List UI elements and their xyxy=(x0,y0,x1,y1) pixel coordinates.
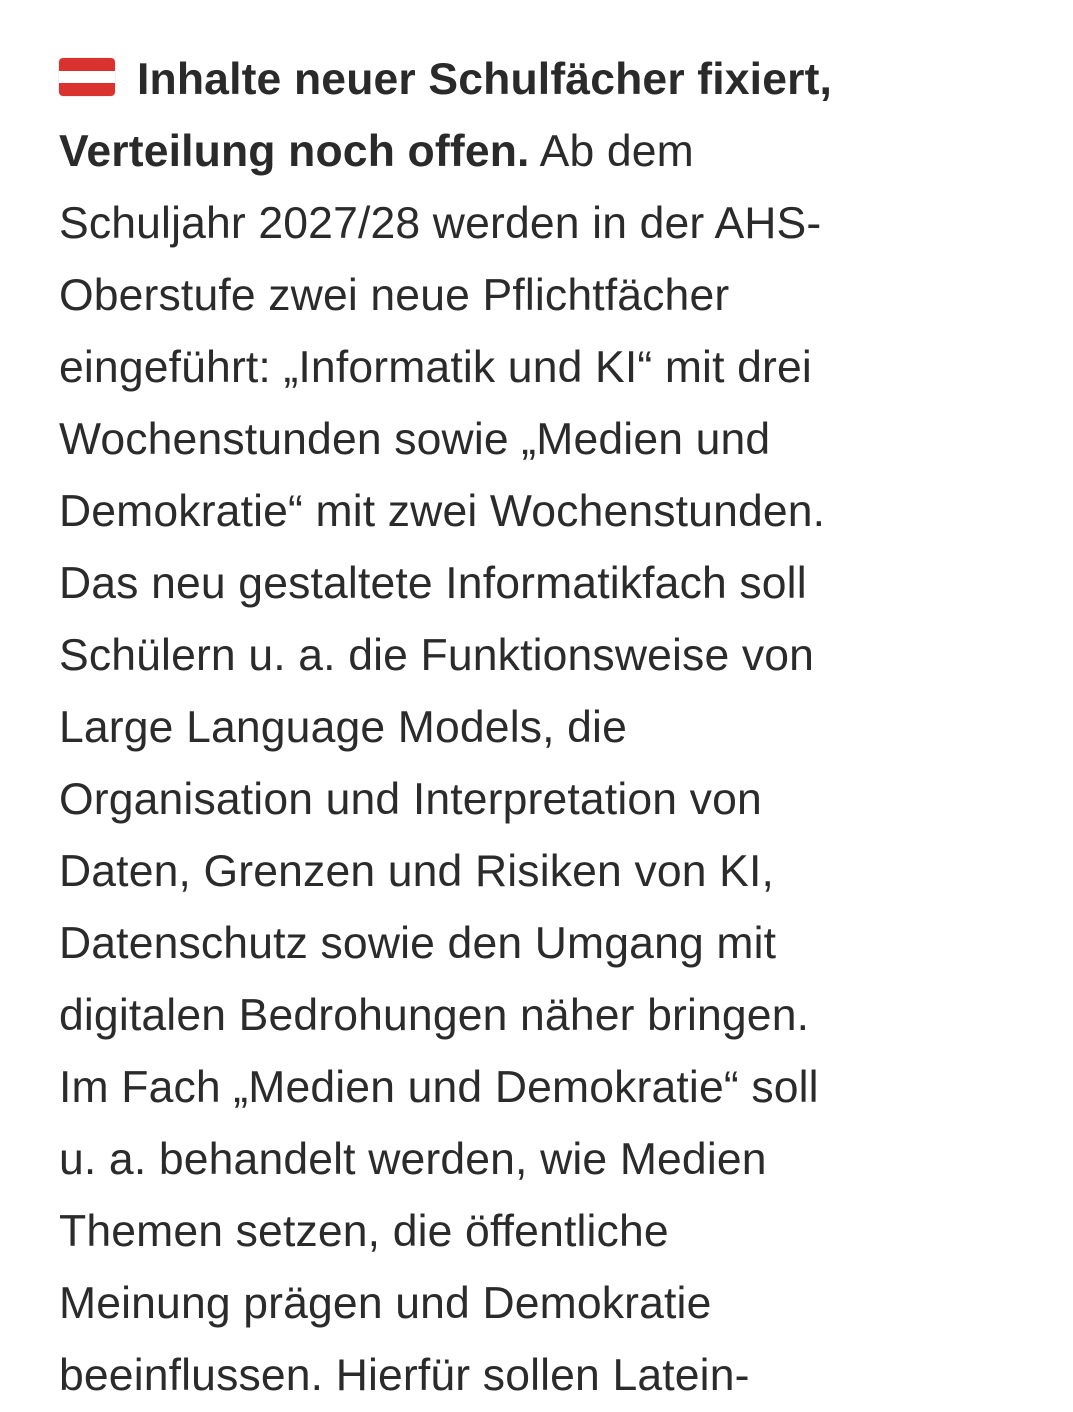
flag-stripe-bottom xyxy=(59,83,115,96)
body-line: Datenschutz sowie den Umgang mit xyxy=(59,919,777,968)
headline-text-1: Inhalte neuer Schulfächer fixiert, xyxy=(137,55,833,104)
body-line: Large Language Models, die xyxy=(59,703,627,752)
body-line: Wochenstunden sowie „Medien und xyxy=(59,415,771,464)
body-line: Demokratie“ mit zwei Wochenstunden. xyxy=(59,487,826,536)
body-line: Daten, Grenzen und Risiken von KI, xyxy=(59,847,775,896)
body-lead-in: Ab dem xyxy=(529,127,694,176)
flag-stripe-top xyxy=(59,58,115,71)
body-line: beeinflussen. Hierfür sollen Latein- xyxy=(59,1351,750,1400)
body-line: Meinung prägen und Demokratie xyxy=(59,1279,712,1328)
news-article xyxy=(59,44,1019,1412)
headline-line-1 xyxy=(59,44,1019,116)
body-line: Schülern u. a. die Funktionsweise von xyxy=(59,631,815,680)
body-line: Im Fach „Medien und Demokratie“ soll xyxy=(59,1063,819,1112)
body-line: Oberstufe zwei neue Pflichtfächer xyxy=(59,271,730,320)
body-line: Das neu gestaltete Informatikfach soll xyxy=(59,559,807,608)
austria-flag-icon xyxy=(59,58,115,96)
flag-stripe-middle xyxy=(59,71,115,84)
body-line: u. a. behandelt werden, wie Medien xyxy=(59,1135,767,1184)
body-line: digitalen Bedrohungen näher bringen. xyxy=(59,991,810,1040)
body-line: Schuljahr 2027/28 werden in der AHS- xyxy=(59,199,822,248)
body-line: Themen setzen, die öffentliche xyxy=(59,1207,669,1256)
headline-line-2 xyxy=(59,116,1019,188)
body-line: eingeführt: „Informatik und KI“ mit drei xyxy=(59,343,812,392)
headline-text-2: Verteilung noch offen. xyxy=(59,127,530,176)
body-line: Organisation und Interpretation von xyxy=(59,775,762,824)
